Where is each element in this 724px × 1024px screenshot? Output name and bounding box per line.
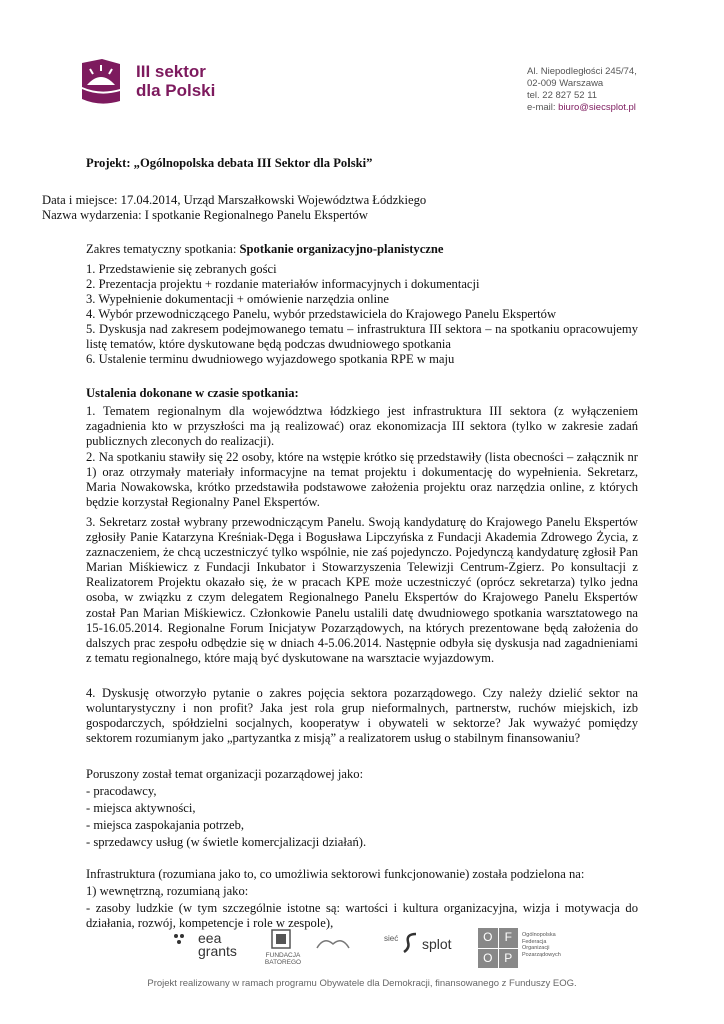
batory-line-1: FUNDACJA [265,952,301,959]
logo-line-2: dla Polski [136,81,216,100]
ofop-letter: O [478,928,498,948]
agenda-item: 2. Prezentacja projektu + rozdanie materiałów informacyjnych i dokumentacji [86,277,480,291]
phone: tel. 22 827 52 11 [527,90,598,101]
finding-paragraph: 4. Dyskusję otworzyło pytanie o zakres pojęcia sektora pozarządowego. Czy należy dzielić sektor na woluntarystyczny i non profit? Jaka jest rola grup nieformalnych, partnerstw, ruchów miejskich, izb gospodarczych, spółdzielni socjalnych, kooperatyw i obywateli w sektorze? Jak wyważyć pomiędzy sektorem rozumianym jako „partyzantka z misją” a realizatorem usług o stabilnym finansowaniu? [86,686,638,746]
topic-item: - pracodawcy, [86,784,157,798]
agenda-item: 4. Wybór przewodniczącego Panelu, wybór przedstawiciela do Krajowego Panelu Ekspertów [86,307,557,321]
eea-grants-logo-icon [172,932,186,946]
ofop-line: Organizacji [522,945,550,951]
ofop-letter: F [499,928,519,948]
footer-note: Projekt realizowany w ramach programu Obywatele dla Demokracji, finansowanego z Funduszy EOG. [147,978,577,989]
ofop-line: Pozarządowych [522,951,561,958]
infrastructure-item: 1) wewnętrzną, rozumianą jako: [86,884,249,898]
ofop-line: Ogólnopolska [522,932,556,938]
finding-paragraph: 1. Tematem regionalnym dla województwa łódzkiego jest infrastruktura III sektora (z wyłączeniem zagadnienia kto w przyszłości ma ją realizować) oraz ekonomizacja III sektora (tylko w zakresie zadań publicznych zleconych do realizacji). [86,404,638,449]
topic-intro: Poruszony został temat organizacji pozarządowej jako: [86,767,364,781]
eea-text: eea [198,930,222,946]
infrastructure-intro: Infrastruktura (rozumiana jako to, co umożliwia sektorowi funkcjonowanie) została podzielona na: [86,867,585,881]
ofop-line: Federacja [522,938,547,945]
batory-foundation-logo-icon [270,928,292,950]
splot-logo-icon [402,930,422,956]
batory-line-2: BATOREGO [264,959,302,966]
address-line-2: 02-009 Warszawa [527,78,604,89]
topic-item: - miejsca aktywności, [86,801,196,815]
logo-line-1: III sektor [136,62,206,81]
splot-text: splot [422,936,452,952]
agenda-item: 3. Wypełnienie dokumentacji + omówienie narzędzia online [86,292,390,306]
contact-block [527,66,637,114]
siec-text: sieć [384,934,399,943]
ofop-letter: P [499,949,519,969]
scope-label: Zakres tematyczny spotkania: [86,242,240,256]
agenda-item: 1. Przedstawienie się zebranych gości [86,262,277,276]
finding-paragraph: 2. Na spotkaniu stawiły się 22 osoby, które na wstępie krótko się przedstawiły (lista obecności – załącznik nr 1) oraz otrzymały materiały informacyjne na temat projektu i dokumentację do wypełnienia. Sekretarz, Maria Nowakowska, krótko przedstawiła podstawowe założenia projektu oraz narzędzia online, z których będzie korzystał Regionalny Panel Ekspertów. [86,450,638,510]
agenda-item: 5. Dyskusja nad zakresem podejmowanego tematu – infrastruktura III sektora – na spotkaniu opracowujemy listę tematów, które dyskutowane będą podczas dwudniowego spotkania [86,322,638,352]
scope-line [86,242,638,257]
organization-logo-text [136,62,215,100]
scope-value: Spotkanie organizacyjno-planistyczne [239,242,444,256]
ofop-letter: O [478,949,498,969]
fundusz-logo-icon [315,934,351,952]
infrastructure-item: - zasoby ludzkie (w tym szczególnie istotne są: wartości i kultura organizacyjna, wizja i motywacja do działania, rozwój, kompetencje i role w zespole), [86,901,638,931]
grants-text: grants [198,943,237,959]
eea-grants-text [198,932,237,958]
agenda-item: 6. Ustalenie terminu dwudniowego wyjazdowego spotkania RPE w maju [86,352,455,366]
ofop-text [522,932,561,958]
address-line-1: Al. Niepodległości 245/74, [527,66,637,77]
email-label: e-mail: [527,102,559,113]
ofop-logo-icon [478,928,518,968]
email-link[interactable]: biuro@siecsplot.pl [558,102,636,113]
date-place: Data i miejsce: 17.04.2014, Urząd Marszałkowski Województwa Łódzkiego [42,193,427,207]
event-name: Nazwa wydarzenia: I spotkanie Regionalnego Panelu Ekspertów [42,208,368,222]
batory-foundation-text [263,952,303,966]
finding-paragraph: 3. Sekretarz został wybrany przewodniczącym Panelu. Swoją kandydaturę do Krajowego Panelu Ekspertów zgłosiły Panie Katarzyna Kreśniak-Dęga i Bogusława Lipczyńska z Fundacji Akademia Zdrowego Życia, z zaznaczeniem, że chcą uczestniczyć tylko wspólnie, nie zaś pojedynczo. Pojedynczą kandydaturę zgłosił Pan Marian Miśkiewicz z Fundacji Inkubator i Stowarzyszenia Telewizji Centrum-Zgierz. Po konsultacji z Realizatorem Projektu okazało się, że w pracach KPE może uczestniczyć (oprócz sekretarza) tylko jedna osoba, w związku z czym delegatem Regionalnego Panelu Ekspertów do Krajowego Panelu Ekspertów został Pan Marian Miśkiewicz. Członkowie Panelu ustalili datę dwudniowego spotkania warsztatowego na 15-16.05.2014. Regionalne Forum Inicjatyw Pozarządowych, na których prezentowane będą założenia do dalszych prac zespołu odbędzie się w dniach 4-5.06.2014. Następnie odbyła się dyskusja nad zagadnieniami z tematu regionalnego, które mają być dyskutowane na warsztacie wyjazdowym. [86,515,638,665]
topic-item: - miejsca zaspokajania potrzeb, [86,818,245,832]
findings-heading: Ustalenia dokonane w czasie spotkania: [86,386,299,400]
topic-item: - sprzedawcy usług (w świetle komercjalizacji działań). [86,835,367,849]
project-title: Projekt: „Ogólnopolska debata III Sektor dla Polski” [86,156,373,170]
email-line [527,102,637,114]
sponsor-logos [170,926,590,970]
